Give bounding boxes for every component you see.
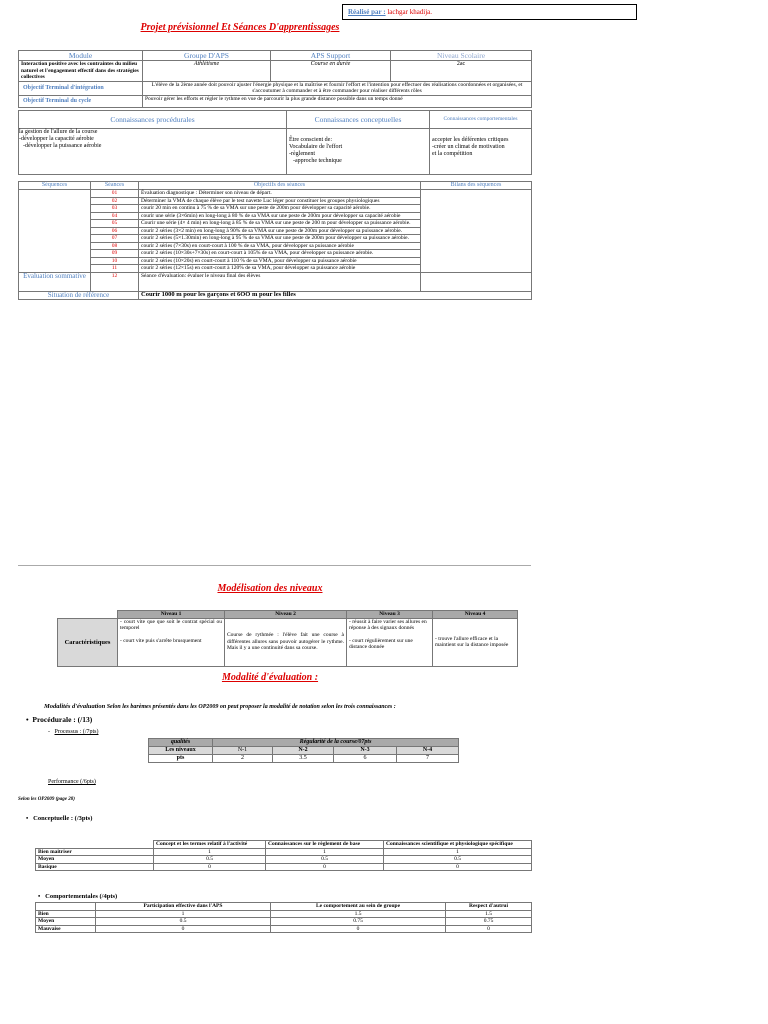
level-3-line-1: - réussit à faire varier ses allures en réponse à des signaux donnés [349, 618, 427, 631]
concept-line-1: Être conscient de: [289, 137, 332, 143]
level-2-header: Niveau 2 [225, 611, 347, 619]
level-1-line-2: - court vite puis s'arrête brusquement [120, 637, 202, 644]
comport-row [36, 910, 532, 918]
concept-row [36, 848, 532, 856]
reg-head-qualites: qualités [149, 739, 213, 747]
comportementale-item [38, 893, 117, 900]
concept-header-3: Connaissances scientifique et physiologique spécifique [384, 841, 532, 849]
comport-cell: 1.5 [271, 910, 446, 918]
page-title: Projet prévisionnel Et Séances D'apprentissages [140, 22, 340, 33]
modelisation-table [57, 610, 518, 667]
concept-table [35, 840, 532, 871]
info-table [18, 50, 532, 108]
comport-cell: 0 [446, 925, 532, 933]
reg-pts-n2: 3.5 [273, 755, 334, 763]
reg-niveaux-label: Les niveaux [149, 747, 213, 755]
reg-pts-n1: 2 [213, 755, 273, 763]
modalite-intro [44, 703, 524, 710]
concept-cell: 1 [266, 848, 384, 856]
processus-item [48, 729, 99, 735]
info-header-module: Module [19, 51, 143, 61]
level-3-desc [347, 618, 433, 666]
level-1-line-1: - court vite que que soit le contrat spécial ou temporel [120, 618, 222, 631]
seance-number: 08 [91, 242, 139, 250]
knowledge-header-comportementales: Connaissances comportementales [430, 111, 532, 129]
comport-table [35, 902, 532, 933]
knowledge-comportementales [430, 129, 532, 175]
concept-cell: 0 [154, 863, 266, 871]
level-1-desc [118, 618, 225, 666]
author-value: lachgar khadija. [387, 8, 433, 16]
comport-header-2: Le comportement au sein de groupe [271, 903, 446, 911]
comport-cell: 0 [271, 925, 446, 933]
conceptuelle-item [26, 815, 92, 822]
info-niveau-value: 2ac [391, 61, 532, 82]
modalite-intro-bold: Modalités d'évaluation [44, 703, 106, 710]
seance-objective: courir 2 séries (10×20s) en court-court à 110 % de sa VMA, pour développer sa puissance aérobie [139, 257, 421, 265]
seance-number: 05 [91, 220, 139, 228]
modalite-intro-text: Selon les barèmes présentés dans les OP2009 on peut proposer la modalité de notation selon les trois connaissances : [105, 704, 396, 710]
comport-row-label: Mauvaise [36, 925, 96, 933]
concept-row-label: Basique [36, 863, 154, 871]
proc-line-3: -développer la puissance aérobie [23, 143, 102, 149]
bilan-cell [421, 190, 532, 273]
comport-cell: 1 [96, 910, 271, 918]
seance-number: 06 [91, 227, 139, 235]
ref-text: Courir 1000 m pour les garçons et 6OO m pour les filles [139, 291, 532, 299]
knowledge-header-conceptuelles: Connaissances conceptuelles [287, 111, 430, 129]
concept-cell: 0 [384, 863, 532, 871]
seance-number: 07 [91, 235, 139, 243]
procedurale-label: Procédurale : (/13) [32, 715, 93, 724]
comport-row-label: Moyen [36, 918, 96, 926]
info-header-groupe: Groupe D'APS [143, 51, 271, 61]
reg-pts-n4: 7 [397, 755, 459, 763]
comport-row-label: Bien [36, 910, 96, 918]
reg-level-n3: N-3 [334, 747, 397, 755]
bullet-icon: • [38, 893, 46, 900]
reg-head-regularite: Régularité de la course/07pts [213, 739, 459, 747]
op2009-note: Selon les OP2009 (page 28) [18, 797, 75, 802]
seance-objective: courir 2 séries (5×1.30min) en long-long à 95 % de sa VMA sur une peste de 200m pour développer sa puissance aérobie. [139, 235, 421, 243]
seance-number: 02 [91, 197, 139, 205]
modalite-title: Modalité d'évaluation : [221, 672, 319, 683]
seance-number: 04 [91, 212, 139, 220]
proc-line-1: la gestion de l'allure de la course [19, 129, 98, 135]
level-1-header: Niveau 1 [118, 611, 225, 619]
seance-number: 03 [91, 205, 139, 213]
comport-cell: 0 [96, 925, 271, 933]
eval-sommative-label: Evaluation sommative [19, 272, 91, 291]
seance-objective: courir 2 séries (3×2 min) en long-long à 90% de sa VMA sur une peste de 200m pour développer sa puissance aérobie. [139, 227, 421, 235]
seance-objective: courir 2 séries (12×15s) en court-court à 120% de sa VMA, pour développer sa puissance aérobie [139, 265, 421, 273]
comport-cell: 0.5 [96, 918, 271, 926]
processus-label: Processus : (/7pts) [54, 729, 99, 735]
concept-line-4: -approche technique [293, 158, 342, 164]
otc-text: Pouvoir gérer les efforts et régler le rythme en vue de parcourir la plus grande distance possible dans un temps donné [143, 95, 532, 107]
concept-row [36, 863, 532, 871]
reg-pts-n3: 6 [334, 755, 397, 763]
info-header-aps: APS Support [271, 51, 391, 61]
comportementale-label: Comportementales (/4pts) [45, 893, 118, 900]
seances-table [18, 181, 532, 300]
comport-header-blank [36, 903, 96, 911]
eval-seance-number: 12 [91, 272, 139, 291]
section-divider [18, 565, 531, 566]
seances-header-sequences: Séquences [19, 182, 91, 190]
comport-line-2: -créer un climat de motivation [432, 144, 505, 150]
seance-number: 09 [91, 250, 139, 258]
comport-line-1: accepter les déférentes critiques [432, 137, 509, 143]
info-header-niveau: Niveau Scolaire [391, 51, 532, 61]
info-aps-value: Course en durée [271, 61, 391, 82]
conceptuelle-label: Conceptuelle : (/3pts) [33, 815, 93, 822]
concept-line-2: Vocabulaire de l'effort [289, 144, 343, 150]
oti-text: L'élève de la 2ème année doit pouvoir ajuster l'énergie physique et la maîtrise et fournir l'effort et l'intention pour effectuer des réalisations coordonnées et organisées, et s'accoutumer à commander et à être commander pour réaliser différents rôles [143, 81, 532, 95]
seance-number: 10 [91, 257, 139, 265]
bullet-icon: • [26, 815, 34, 822]
level-3-header: Niveau 3 [347, 611, 433, 619]
concept-cell: 0.5 [154, 856, 266, 864]
concept-row-label: Bien maitriser [36, 848, 154, 856]
procedurale-item [26, 715, 92, 724]
seance-objective: Évaluation diagnostique : Déterminer son niveau de départ. [139, 190, 421, 198]
seance-number: 11 [91, 265, 139, 273]
level-4-header: Niveau 4 [433, 611, 518, 619]
concept-header-2: Connaissances sur le règlement de base [266, 841, 384, 849]
reg-level-n4: N-4 [397, 747, 459, 755]
level-2-desc: Course de rythmée : l'élève fait une course à différentes allures sans pouvoir autogérer le rythme. Mais il y a une continuité dans sa course. [225, 618, 347, 666]
knowledge-table [18, 110, 532, 175]
knowledge-procedurales [19, 129, 287, 175]
comport-cell: 0.75 [271, 918, 446, 926]
knowledge-header-procedurales: Connaissances procédurales [19, 111, 287, 129]
seance-objective: courir 2 séries (10×30s+7×30s) en court-court à 105% de sa VMA, pour développer sa puissance aérobie. [139, 250, 421, 258]
eval-seance-objective: Séance d'évaluation: évaluer le niveau final des élèves [139, 272, 421, 291]
proc-line-2: -développer la capacité aérobie [19, 136, 94, 142]
level-4-desc: - trouve l'allure efficace et la maintient sur la distance imposée [433, 618, 518, 666]
comport-line-3: et la compétition [432, 151, 473, 157]
seances-header-bilans: Bilans des séquences [421, 182, 532, 190]
concept-header-1: Concept et les termes relatif à l'activité [154, 841, 266, 849]
oti-label: Objectif Terminal d'intégration [19, 81, 143, 95]
reg-level-n1: N-1 [213, 747, 273, 755]
comport-cell: 0.75 [446, 918, 532, 926]
reg-pts-label: pts [149, 755, 213, 763]
comport-row [36, 925, 532, 933]
author-label: Réalisé par : [348, 8, 386, 16]
caracteristiques-label: Caractéristiques [58, 618, 118, 666]
comport-cell: 1.5 [446, 910, 532, 918]
performance-label: Performance (/6pts) [48, 779, 96, 785]
seance-objective: courir 20 min en continu à 75 % de sa VMA sur une peste de 200m pour développer sa capacité aérobie. [139, 205, 421, 213]
seance-objective: courir 2 séries (7×30s) en court-court à 100 % de sa VMA, pour développer sa puissance aérobie [139, 242, 421, 250]
concept-row-label: Moyen [36, 856, 154, 864]
concept-cell: 1 [384, 848, 532, 856]
info-module-value: Interaction positive avec les contraintes du milieu naturel et l'engagement effectif dans des stratégies collectives [19, 61, 143, 82]
seances-header-seances: Séances [91, 182, 139, 190]
concept-line-3: -règlement [289, 151, 315, 157]
otc-label: Objectif Terminal du cycle [19, 95, 143, 107]
author-box [342, 4, 637, 20]
comport-header-3: Respect d'autrui [446, 903, 532, 911]
comport-row [36, 918, 532, 926]
concept-row [36, 856, 532, 864]
dash-icon: - [48, 729, 55, 735]
seance-objective: Déterminer la VMA de chaque élève par le test navette Luc léger pour constituer les groupes physiologiques [139, 197, 421, 205]
seance-row [19, 190, 532, 198]
info-groupe-value: Athlétisme [143, 61, 271, 82]
seance-objective: Courir une série (4× 4 min) en long-long à 85 % de sa VMA sur une peste de 200 m pour développer sa puissance aérobie. [139, 220, 421, 228]
regularite-table [148, 738, 459, 763]
ref-label: Situation de référence [19, 291, 139, 299]
bullet-icon: • [26, 715, 33, 724]
comport-header-1: Participation effective dans l'APS [96, 903, 271, 911]
level-3-line-2: - court régulièrement sur une distance donnée [349, 637, 413, 650]
concept-cell: 1 [154, 848, 266, 856]
modelisation-title: Modélisation des niveaux [217, 583, 323, 594]
seances-header-objectifs: Objectifs des séances [139, 182, 421, 190]
seance-objective: courir une série (3×6min) en long-long à 80 % de sa VMA sur une peste de 200m pour développer sa capacité aérobie [139, 212, 421, 220]
concept-cell: 0 [266, 863, 384, 871]
concept-cell: 0.5 [384, 856, 532, 864]
concept-cell: 0.5 [266, 856, 384, 864]
knowledge-conceptuelles [287, 129, 430, 175]
sequence-cell [19, 190, 91, 273]
concept-header-blank [36, 841, 154, 849]
seance-number: 01 [91, 190, 139, 198]
reg-level-n2: N-2 [273, 747, 334, 755]
